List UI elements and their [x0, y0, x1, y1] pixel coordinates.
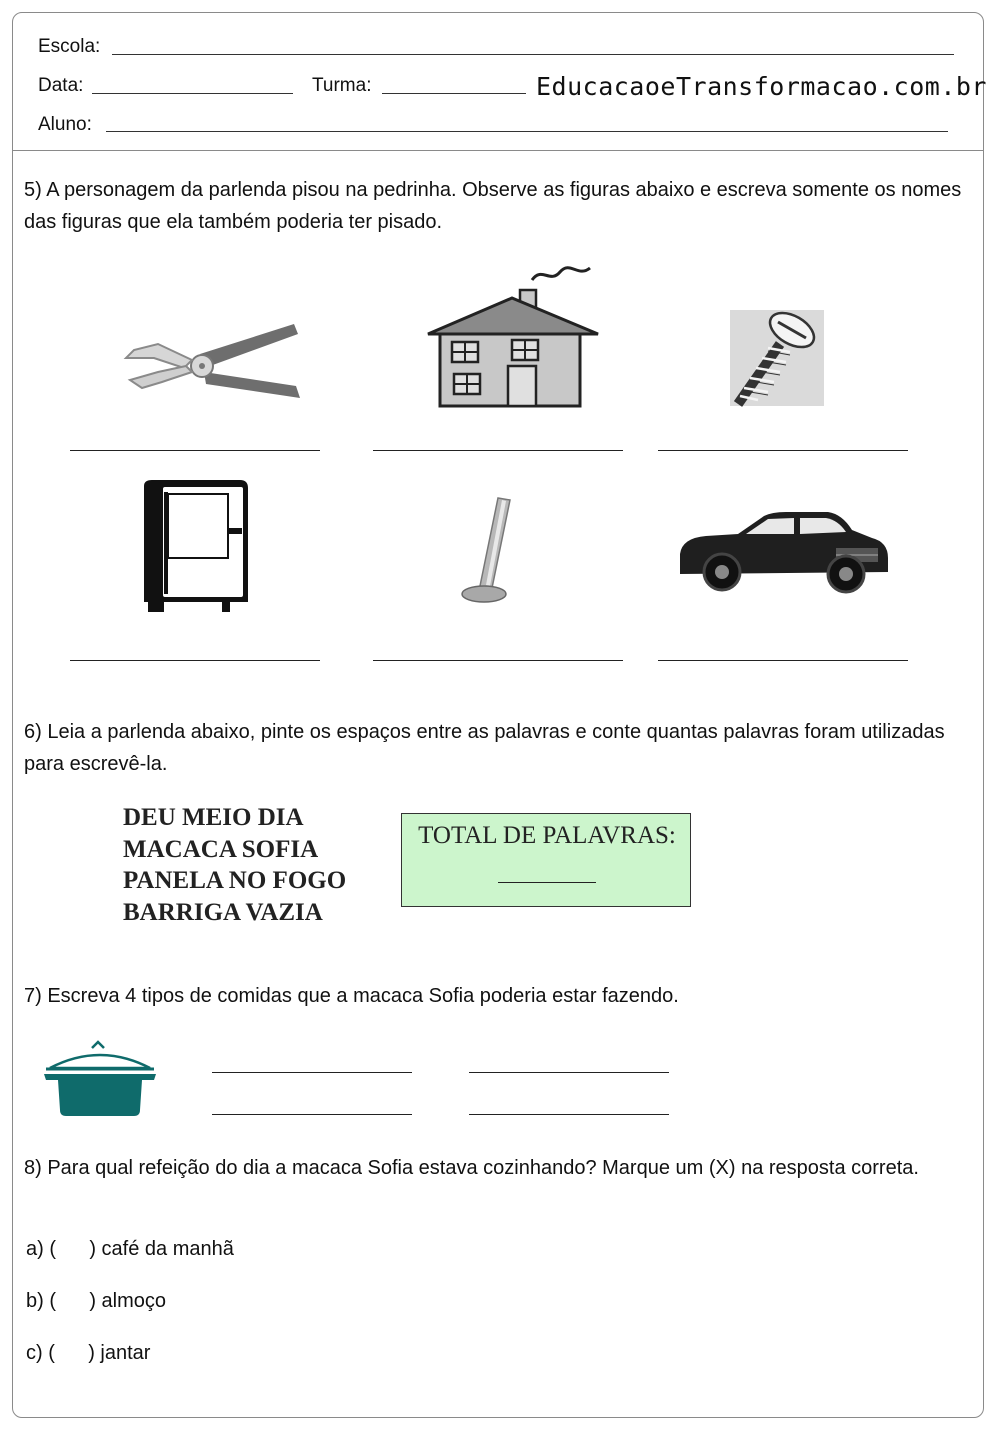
- pliers-icon: [118, 310, 308, 410]
- total-words-box: [401, 813, 691, 907]
- nail-icon: [458, 496, 518, 606]
- turma-label: Turma:: [312, 75, 372, 96]
- question-6-text: 6) Leia a parlenda abaixo, pinte os espaços entre as palavras e conte quantas palavras foram utilizadas para escrevê-la.: [24, 721, 945, 775]
- aluno-label: Aluno:: [38, 114, 92, 135]
- option-c-checkbox[interactable]: c) ( ) jantar: [26, 1342, 151, 1364]
- answer-line-nail[interactable]: [373, 660, 623, 661]
- escola-field[interactable]: [112, 54, 954, 55]
- food-answer-line-2[interactable]: [469, 1072, 669, 1073]
- total-words-answer-line[interactable]: [498, 882, 596, 883]
- data-field[interactable]: [92, 93, 293, 94]
- poem-line: MACACA SOFIA: [123, 835, 319, 863]
- answer-line-car[interactable]: [658, 660, 908, 661]
- cooking-pot-icon: [42, 1040, 158, 1118]
- screw-icon: [728, 308, 826, 408]
- parlenda-poem: [123, 802, 346, 928]
- answer-line-house[interactable]: [373, 450, 623, 451]
- question-8-text: 8) Para qual refeição do dia a macaca Sofia estava cozinhando? Marque um (X) na resposta correta.: [24, 1157, 919, 1179]
- house-icon: [422, 262, 602, 410]
- answer-line-pliers[interactable]: [70, 450, 320, 451]
- car-icon: [676, 510, 892, 594]
- site-watermark: EducacaoeTransformacao.com.br: [536, 72, 987, 101]
- question-7-text: 7) Escreva 4 tipos de comidas que a macaca Sofia poderia estar fazendo.: [24, 985, 679, 1007]
- answer-line-screw[interactable]: [658, 450, 908, 451]
- data-label: Data:: [38, 75, 84, 96]
- poem-line: BARRIGA VAZIA: [123, 898, 323, 926]
- aluno-field[interactable]: [106, 131, 948, 132]
- option-b-checkbox[interactable]: b) ( ) almoço: [26, 1290, 167, 1312]
- option-a-checkbox[interactable]: a) ( ) café da manhã: [26, 1238, 234, 1260]
- refrigerator-icon: [138, 478, 252, 614]
- turma-field[interactable]: [382, 93, 526, 94]
- food-answer-line-4[interactable]: [469, 1114, 669, 1115]
- food-answer-line-3[interactable]: [212, 1114, 412, 1115]
- poem-line: DEU MEIO DIA: [123, 804, 304, 831]
- escola-label: Escola:: [38, 36, 101, 57]
- question-5-text: 5) A personagem da parlenda pisou na pedrinha. Observe as figuras abaixo e escreva somente os nomes das figuras que ela também poderia ter pisado.: [24, 179, 962, 233]
- total-words-label: TOTAL DE PALAVRAS:: [418, 822, 676, 849]
- header-divider: [12, 150, 984, 151]
- food-answer-line-1[interactable]: [212, 1072, 412, 1073]
- poem-line: PANELA NO FOGO: [123, 867, 347, 894]
- answer-line-refrigerator[interactable]: [70, 660, 320, 661]
